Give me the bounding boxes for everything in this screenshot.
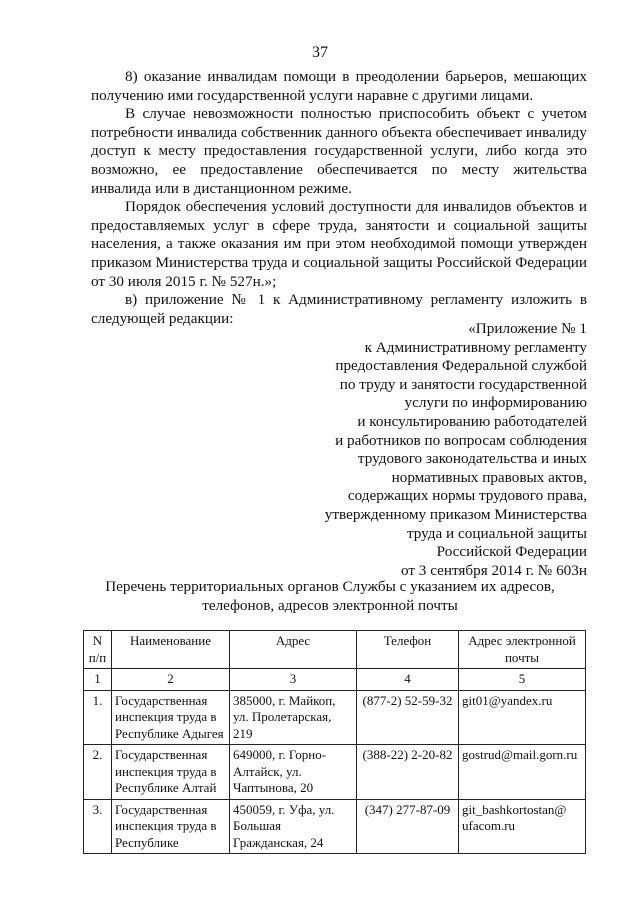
list-title-line: телефонов, адресов электронной почты xyxy=(202,597,458,614)
agency-address: 649000, г. Горно-Алтайск, ул. Чаптынова, 20 xyxy=(230,745,357,800)
column-header: Адрес xyxy=(230,631,357,669)
row-number: 3. xyxy=(84,799,112,854)
row-number: 2. xyxy=(84,745,112,800)
appendix-line: трудового законодательства и иных xyxy=(357,450,587,468)
agency-email: git01@yandex.ru xyxy=(459,690,586,745)
column-number: 1 xyxy=(84,669,112,691)
agency-email: gostrud@mail.gorn.ru xyxy=(459,745,586,800)
paragraph: 8) оказание инвалидам помощи в преодолении барьеров, мешающих получению ими государственной услуги наравне с другими лицами. xyxy=(91,68,587,104)
appendix-line: содержащих нормы трудового права, xyxy=(347,487,587,505)
column-header: Наименование xyxy=(112,631,230,669)
appendix-line: к Административному регламенту xyxy=(364,338,587,356)
agency-phone: (388-22) 2-20-82 xyxy=(357,745,459,800)
column-header: Телефон xyxy=(357,631,459,669)
appendix-line: и работников по вопросам соблюдения xyxy=(335,431,587,449)
agency-address: 450059, г. Уфа, ул. Большая Гражданская, 24 xyxy=(230,799,357,854)
appendix-header xyxy=(325,320,587,580)
column-number: 5 xyxy=(459,669,586,691)
column-header: N п/п xyxy=(84,631,112,669)
table-row xyxy=(84,690,586,745)
appendix-line: от 3 сентября 2014 г. № 603н xyxy=(400,561,587,579)
agency-phone: (347) 277-87-09 xyxy=(357,799,459,854)
appendix-line: и консультированию работодателей xyxy=(357,412,587,430)
column-number: 4 xyxy=(357,669,459,691)
column-number: 3 xyxy=(230,669,357,691)
table-row xyxy=(84,745,586,800)
appendix-line: труда и социальной защиты xyxy=(406,524,587,542)
appendix-line: Российской Федерации xyxy=(436,543,587,561)
appendix-line: по труду и занятости государственной xyxy=(339,375,587,393)
agency-name: Государственная инспекция труда в Республике Алтай xyxy=(112,745,230,800)
agency-name: Государственная инспекция труда в Республике xyxy=(112,799,230,854)
appendix-line: «Приложение № 1 xyxy=(468,320,587,337)
appendix-line: предоставления Федеральной службой xyxy=(335,357,587,375)
agency-name: Государственная инспекция труда в Республике Адыгея xyxy=(112,690,230,745)
row-number: 1. xyxy=(84,690,112,745)
table-header-row xyxy=(84,631,586,669)
paragraph: В случае невозможности полностью приспособить объект с учетом потребности инвалида собственник данного объекта обеспечивает инвалиду доступ к месту предоставления государственной услуги, либо когда это возможно, ее предоставление обеспечивается по месту жительства инвалида или в дистанционном режиме. xyxy=(91,105,587,197)
agency-email: git_bashkortostan@ ufacom.ru xyxy=(459,799,586,854)
paragraph: в) приложение № 1 к Административному регламенту изложить в следующей редакции: xyxy=(91,291,587,327)
column-header: Адрес электронной почты xyxy=(459,631,586,669)
column-number: 2 xyxy=(112,669,230,691)
territorial-bodies-table xyxy=(83,630,586,854)
appendix-line: утвержденному приказом Министерства xyxy=(324,505,587,523)
appendix-line: услуги по информированию xyxy=(404,394,587,412)
list-title-line: Перечень территориальных органов Службы с указанием их адресов, xyxy=(105,578,555,595)
column-number-row xyxy=(84,669,586,691)
paragraph: Порядок обеспечения условий доступности для инвалидов объектов и предоставляемых услуг в сфере труда, занятости и социальной защиты населения, а также оказания им при этом необходимой помощи утвержден приказом Министерства труда и социальной защиты Российской Федерации от 30 июля 2015 г. № 527н.»; xyxy=(91,198,587,290)
table-row xyxy=(84,799,586,854)
agency-phone: (877-2) 52-59-32 xyxy=(357,690,459,745)
agency-address: 385000, г. Майкоп, ул. Пролетарская, 219 xyxy=(230,690,357,745)
appendix-line: нормативных правовых актов, xyxy=(391,468,587,486)
page-number: 37 xyxy=(312,44,328,61)
body-text xyxy=(91,68,587,328)
list-title xyxy=(60,577,600,615)
